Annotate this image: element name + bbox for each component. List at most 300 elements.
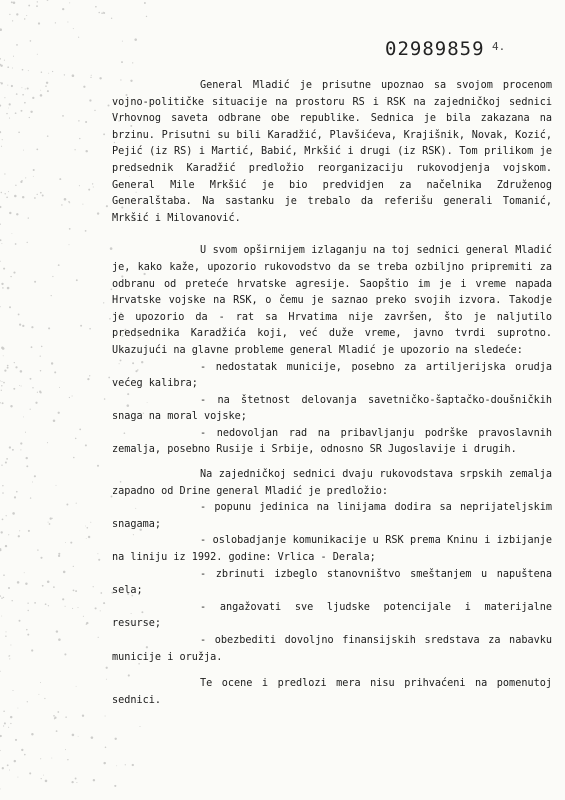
scan-speck (27, 701, 28, 702)
scan-speck (59, 178, 61, 180)
scan-speck (73, 566, 74, 567)
scan-speck (3, 574, 5, 576)
scan-speck (8, 191, 9, 192)
scan-speck (10, 645, 11, 646)
scan-speck (89, 375, 90, 376)
scan-speck (79, 185, 80, 186)
scan-speck (7, 367, 9, 369)
scan-speck (122, 41, 123, 42)
scan-speck (85, 230, 87, 232)
scan-speck (47, 135, 49, 137)
scan-speck (37, 392, 38, 393)
scan-speck (1, 243, 2, 244)
scan-speck (37, 549, 38, 550)
scan-speck (34, 602, 36, 604)
scan-speck (79, 138, 80, 139)
scan-speck (88, 189, 90, 191)
scan-speck (47, 581, 50, 584)
scan-speck (13, 272, 15, 274)
scan-speck (15, 366, 17, 368)
scan-speck (132, 62, 133, 63)
scan-speck (25, 432, 26, 433)
scan-speck (12, 512, 15, 515)
scan-speck (17, 581, 20, 584)
document-body (112, 78, 552, 709)
scan-speck (3, 725, 4, 726)
scan-speck (4, 722, 6, 724)
scan-speck (0, 223, 1, 225)
scan-speck (16, 44, 18, 46)
scan-speck (47, 442, 48, 443)
scan-speck (12, 449, 14, 451)
scan-speck (5, 193, 6, 194)
scan-speck (14, 496, 16, 498)
scan-speck (95, 6, 97, 8)
scan-speck (0, 750, 1, 751)
scan-speck (103, 133, 105, 135)
scan-speck (21, 87, 22, 88)
scan-speck (86, 622, 88, 624)
scan-speck (58, 555, 60, 557)
scan-speck (14, 760, 16, 762)
scan-speck (3, 355, 4, 356)
scan-speck (24, 18, 25, 19)
scan-speck (125, 764, 126, 765)
scan-speck (1, 465, 2, 466)
scan-speck (1, 531, 3, 533)
scan-speck (100, 610, 101, 611)
scan-speck (46, 82, 48, 84)
scan-speck (86, 538, 87, 539)
scan-speck (64, 198, 67, 201)
scan-speck (54, 718, 55, 719)
scan-speck (90, 77, 91, 78)
scan-speck (9, 103, 11, 105)
scan-speck (32, 97, 34, 99)
scan-speck (73, 28, 74, 29)
scan-speck (2, 65, 3, 66)
scan-speck (65, 606, 66, 607)
scan-speck (11, 233, 12, 234)
scan-speck (11, 1, 13, 3)
scan-speck (6, 113, 7, 114)
proposal-item: - angažovati sve ljudske potencijale i materijalne resurse; (112, 601, 552, 630)
scan-speck (73, 590, 75, 592)
scan-speck (94, 110, 95, 111)
scan-speck (27, 87, 29, 89)
scan-speck (22, 325, 24, 327)
scan-speck (30, 378, 32, 380)
scan-speck (98, 559, 100, 561)
scan-speck (56, 630, 58, 632)
scan-speck (78, 37, 79, 38)
scan-speck (106, 205, 108, 207)
scan-speck (34, 475, 36, 477)
scan-speck (106, 679, 107, 680)
scan-speck (7, 66, 9, 68)
scan-speck (86, 624, 87, 625)
scan-speck (58, 638, 61, 641)
scan-speck (82, 204, 83, 205)
scan-speck (8, 534, 9, 535)
scan-speck (45, 603, 47, 605)
scan-speck (68, 201, 70, 203)
paragraph-warning: U svom opširnijem izlaganju na toj sednici general Mladić je, kako kaže, upozorio rukovodstvo da se treba ozbiljno pripremiti za odbranu od preteće hrvatske agresije. Saopštio im je i vreme napada Hrvatske vojske na RSK, o čemu je saznao preko svojih izvora. Takodje je upozorio da - rat sa Hrvatima nije završen, što je naljutilo predsednika Karadžića koji, već duže vreme, javno tvrdi suprotno. Ukazujući na glavne probleme general Mladić je upozorio na sledeće: (112, 245, 552, 356)
scan-speck (109, 318, 111, 320)
scan-speck (4, 97, 5, 98)
scan-speck (42, 585, 44, 587)
scan-speck (29, 772, 31, 774)
scan-speck (10, 723, 11, 724)
scan-speck (85, 526, 86, 527)
problem-item: - na štetnost delovanja savetničko-šaptačko-doušničkih snaga na moral vojske; (112, 394, 552, 423)
scan-speck (14, 362, 15, 363)
scan-speck (40, 370, 41, 371)
scan-speck (40, 557, 42, 559)
scan-speck (0, 65, 2, 67)
scan-speck (40, 355, 41, 356)
scan-speck (8, 587, 10, 589)
scan-speck (15, 739, 17, 741)
scan-speck (48, 605, 49, 606)
scan-speck (65, 716, 67, 718)
scan-speck (32, 387, 33, 388)
scan-speck (40, 94, 43, 97)
scan-speck (0, 82, 1, 83)
scan-speck (69, 2, 70, 3)
scan-speck (104, 398, 106, 400)
scan-speck (2, 492, 4, 494)
scan-speck (47, 0, 49, 1)
scan-speck (0, 380, 1, 381)
scan-speck (76, 279, 78, 281)
scan-speck (26, 465, 28, 467)
scan-speck (25, 582, 27, 584)
scan-speck (85, 444, 87, 446)
scan-speck (0, 64, 1, 66)
scan-speck (0, 671, 1, 672)
scan-speck (11, 600, 12, 601)
scan-speck (97, 465, 99, 467)
scan-speck (34, 281, 36, 283)
scan-speck (0, 402, 1, 403)
scan-speck (4, 369, 6, 371)
scan-speck (6, 458, 8, 460)
proposal-item: - popunu jedinica na linijama dodira sa neprijateljskim snagama; (112, 502, 552, 530)
scan-speck (2, 485, 3, 486)
scan-speck (92, 183, 93, 184)
scan-speck (0, 261, 1, 262)
scan-speck (48, 327, 50, 329)
scan-speck (103, 762, 105, 764)
scan-speck (16, 491, 18, 493)
scan-speck (44, 698, 45, 699)
scan-speck (41, 72, 42, 73)
scan-speck (38, 22, 40, 24)
scan-speck (71, 781, 73, 783)
problem-item: - nedovoljan rad na pribavljanju podrške pravoslavnih zemalja, posebno Rusije i Srbije, odnosno SR Jugoslavije i drugih. (112, 427, 552, 456)
scan-speck (23, 150, 24, 151)
scan-speck (6, 515, 7, 516)
scan-speck (30, 40, 32, 42)
scan-speck (79, 429, 81, 431)
scan-speck (62, 598, 64, 600)
scan-speck (72, 395, 73, 396)
scan-speck (37, 1, 38, 2)
scan-speck (7, 287, 10, 290)
scan-speck (116, 765, 117, 766)
scan-speck (103, 602, 105, 604)
scan-speck (23, 416, 24, 417)
scan-speck (90, 522, 91, 523)
scan-speck (9, 446, 11, 448)
scan-speck (1, 616, 2, 617)
scan-speck (53, 419, 56, 422)
scan-speck (88, 536, 90, 538)
scan-speck (52, 276, 53, 277)
scan-speck (28, 530, 30, 532)
scan-speck (7, 764, 9, 766)
scan-speck (51, 362, 53, 364)
scan-speck (0, 548, 1, 550)
scan-speck (3, 268, 5, 270)
scan-speck (83, 86, 85, 88)
scan-speck (41, 778, 42, 779)
scan-speck (27, 610, 28, 611)
scan-speck (26, 629, 28, 631)
scan-speck (91, 736, 94, 739)
scan-speck (18, 131, 20, 133)
scan-speck (108, 105, 110, 107)
scan-speck (9, 14, 10, 15)
scan-speck (28, 70, 29, 71)
scan-speck (132, 764, 134, 766)
scan-speck (67, 21, 68, 22)
scan-speck (56, 485, 57, 486)
scan-speck (76, 782, 77, 783)
scan-speck (1, 192, 2, 193)
scan-speck (1, 381, 2, 382)
scan-speck (78, 607, 79, 608)
scan-speck (15, 243, 17, 245)
scan-speck (67, 759, 68, 760)
scan-speck (1, 347, 4, 350)
scan-speck (15, 112, 17, 114)
scan-speck (40, 682, 41, 683)
scan-speck (33, 176, 34, 177)
scan-speck (0, 239, 1, 241)
scan-speck (144, 2, 146, 4)
scan-speck (69, 244, 70, 245)
scan-speck (100, 592, 102, 594)
scan-speck (0, 549, 2, 551)
scan-speck (1, 390, 2, 391)
scan-speck (99, 77, 101, 79)
document-number: 02989859 (385, 38, 485, 60)
scan-speck (10, 276, 11, 277)
scan-speck (12, 67, 13, 68)
scan-speck (146, 16, 147, 17)
scan-speck (26, 457, 28, 459)
scan-speck (13, 388, 15, 390)
scan-speck (34, 197, 36, 199)
scan-speck (53, 586, 55, 588)
scan-speck (30, 409, 31, 410)
scan-speck (54, 371, 56, 373)
scan-speck (40, 90, 41, 91)
scan-speck (41, 346, 43, 348)
scan-speck (5, 635, 6, 636)
scan-speck (78, 736, 79, 737)
scan-speck (16, 13, 18, 15)
scan-speck (40, 192, 42, 194)
scan-speck (13, 56, 14, 57)
scan-speck (15, 185, 16, 186)
scan-speck (50, 517, 52, 519)
scan-speck (55, 22, 56, 23)
scan-speck (57, 711, 59, 713)
scan-speck (105, 716, 106, 717)
scan-speck (9, 306, 11, 308)
scan-speck (20, 442, 22, 444)
scan-speck (69, 228, 71, 230)
scan-speck (49, 523, 51, 525)
scan-speck (73, 457, 75, 459)
scan-speck (45, 780, 48, 783)
proposal-item: - zbrinuti izbeglo stanovništvo smeštanjem u napuštena sela; (112, 568, 552, 597)
scan-speck (76, 503, 77, 504)
scan-speck (42, 195, 44, 197)
scan-speck (10, 716, 12, 718)
scan-speck (54, 717, 56, 719)
scan-speck (75, 590, 77, 592)
scan-speck (38, 694, 39, 695)
scan-speck (1, 597, 3, 599)
scan-speck (72, 608, 73, 609)
scan-speck (5, 461, 7, 463)
paragraph-proposal-intro: Na zajedničkoj sednici dvaju rukovodstava srpskih zemalja zapadno od Drine general Mladić je predložio: (112, 469, 552, 497)
scan-speck (28, 217, 29, 218)
scan-speck (1, 82, 3, 84)
scan-speck (17, 708, 18, 709)
scan-speck (1, 146, 2, 147)
scan-speck (85, 121, 87, 123)
scan-speck (51, 758, 52, 759)
scan-speck (74, 149, 75, 150)
scan-speck (36, 149, 38, 151)
scan-speck (2, 767, 4, 769)
scan-speck (56, 730, 58, 732)
scan-speck (121, 61, 123, 63)
scan-speck (91, 75, 92, 76)
scan-speck (29, 117, 30, 118)
scan-speck (0, 105, 1, 107)
scan-speck (9, 212, 11, 214)
scan-speck (13, 1, 16, 4)
scan-speck (4, 173, 5, 174)
scan-speck (27, 603, 28, 604)
scan-speck (62, 115, 64, 117)
scan-speck (25, 89, 26, 90)
scan-speck (27, 242, 28, 243)
scan-speck (0, 735, 2, 737)
scan-speck (64, 74, 65, 75)
scan-speck (36, 5, 38, 7)
scan-speck (9, 658, 10, 659)
scan-speck (9, 118, 10, 119)
scan-speck (51, 295, 52, 296)
scan-speck (83, 616, 84, 617)
scan-speck (31, 326, 33, 328)
scan-speck (65, 542, 66, 543)
paragraph-intro: General Mladić je prisutne upoznao sa svojom procenom vojno-političke situacije na prostoru RS i RSK na zajedničkoj sednici Vrhovnog saveta odbrane obe republike. Sednica je bila zakazana na brzinu. Prisutni su bili Karadžić, Plavšićeva, Krajišnik, Novak, Kozić, Pejić (iz RS) i Martić, Babić, Mrkšić i drugi (iz RSK). Tom prilikom je predsednik Karadžić predložio reorganizaciju rukovodjenja vojskom. General Mile Mrkšić je bio predvidjen za načelnika Združenog Generalštaba. Na sastanku je trebalo da referišu generali Tomanić, Mrkšić i Milovanović. (112, 80, 552, 224)
scan-speck (43, 775, 44, 776)
scan-speck (37, 54, 38, 55)
scan-speck (14, 195, 16, 198)
scan-speck (2, 347, 5, 350)
scan-speck (11, 85, 13, 87)
scan-speck (9, 769, 10, 770)
scan-speck (4, 60, 5, 61)
scan-speck (105, 747, 107, 749)
scan-speck (97, 553, 98, 554)
scan-speck (48, 522, 49, 523)
scan-speck (40, 392, 42, 394)
scan-speck (75, 778, 77, 780)
scan-speck (20, 370, 23, 373)
scan-speck (2, 287, 4, 289)
scan-speck (0, 58, 1, 60)
scan-speck (45, 85, 47, 87)
scan-speck (9, 655, 10, 656)
scan-speck (1, 385, 2, 386)
scan-speck (114, 785, 116, 787)
scan-speck (111, 18, 112, 19)
scan-speck (75, 438, 77, 440)
scan-speck (66, 504, 68, 506)
scan-speck (70, 542, 72, 544)
scan-speck (40, 758, 41, 759)
scan-speck (93, 779, 95, 781)
scan-speck (8, 108, 9, 109)
scan-speck (30, 497, 31, 498)
scan-speck (21, 180, 23, 182)
scan-speck (98, 12, 100, 14)
scan-speck (97, 212, 99, 214)
proposal-item: - oslobadjanje komunikacije u RSK prema Kninu i izbijanje na liniju iz 1992. godine: Vrlica - Derala; (112, 535, 552, 564)
scan-speck (20, 181, 22, 183)
scan-speck (95, 607, 97, 609)
scan-speck (64, 653, 66, 655)
scan-speck (25, 177, 26, 178)
scan-speck (63, 571, 66, 574)
scan-speck (2, 519, 4, 521)
scan-speck (18, 535, 20, 537)
scan-speck (0, 595, 1, 596)
scan-speck (12, 690, 13, 691)
scan-speck (140, 726, 141, 727)
scan-speck (18, 313, 20, 315)
scan-speck (106, 667, 108, 669)
scan-speck (21, 110, 23, 112)
scan-speck (87, 527, 89, 529)
scan-speck (134, 38, 137, 41)
scan-speck (65, 749, 66, 750)
scan-speck (87, 378, 89, 380)
scan-speck (33, 169, 35, 171)
scan-speck (20, 449, 21, 450)
scan-speck (108, 377, 110, 379)
